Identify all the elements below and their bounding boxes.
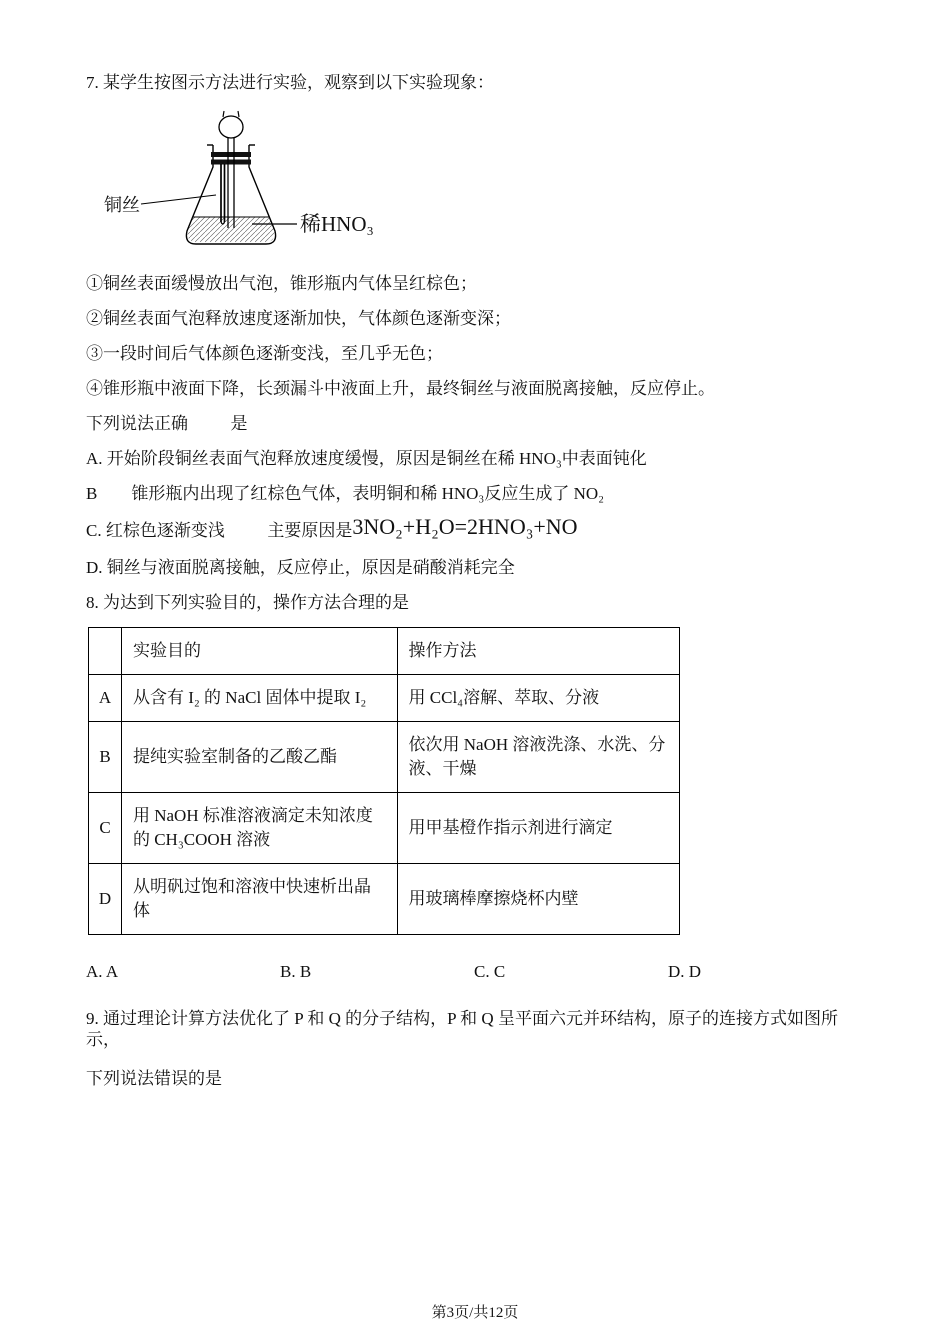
q8-row-a-letter: A: [89, 675, 122, 722]
copper-wire-label-line: [141, 195, 216, 204]
q9-stem-line1: 9. 通过理论计算方法优化了 P 和 Q 的分子结构，P 和 Q 呈平面六元并环结构，原子的连接方式如图所示，: [86, 1009, 838, 1049]
q8-answer-a: A. A: [86, 962, 119, 981]
dilute-acid-liquid: [188, 217, 275, 242]
q8-row-c-letter: C: [89, 793, 122, 864]
q7-option-a: A. 开始阶段铜丝表面气泡释放速度缓慢，原因是铜丝在稀 HNO₃中表面钝化: [86, 449, 647, 468]
page-footer: 第3页/共12页: [431, 1305, 519, 1321]
q7-apparatus-diagram: [100, 107, 390, 259]
q8-row-a-method: 用 CCl₄溶解、萃取、分液: [397, 675, 679, 722]
q8-header-purpose: 实验目的: [121, 628, 397, 675]
table-row: [89, 675, 680, 722]
rubber-stopper: [211, 152, 251, 165]
long-neck-funnel: [219, 111, 243, 228]
q8-answer-b: B. B: [280, 962, 312, 981]
q7-stem: 7. 某学生按图示方法进行实验，观察到以下实验现象：: [86, 73, 494, 92]
q7-observation-4: ④锥形瓶中液面下降，长颈漏斗中液面上升，最终铜丝与液面脱离接触，反应停止。: [86, 379, 715, 398]
dilute-hno3-label: 稀HNO₃: [300, 212, 374, 236]
q8-answer-d: D. D: [668, 962, 702, 981]
q7-option-c-text: C. 红棕色逐渐变浅 主要原因是: [86, 521, 353, 540]
q7-option-c: [86, 514, 866, 541]
q8-row-c-method: 用甲基橙作指示剂进行滴定: [397, 793, 679, 864]
apparatus-figure: [100, 107, 390, 259]
q7-option-c-formula: 3NO₂+H₂O=2HNO₃+NO: [352, 514, 578, 539]
copper-wire: [221, 164, 225, 224]
table-row: [89, 722, 680, 793]
q7-observation-1: ①铜丝表面缓慢放出气泡，锥形瓶内气体呈红棕色；: [86, 274, 477, 293]
q7-prompt: 下列说法正确 是: [86, 414, 248, 433]
q8-row-d-method: 用玻璃棒摩擦烧杯内壁: [397, 864, 679, 935]
q8-row-d-purpose: 从明矾过饱和溶液中快速析出晶体: [121, 864, 397, 935]
q8-row-c-purpose: 用 NaOH 标准溶液滴定未知浓度的 CH₃COOH 溶液: [121, 793, 397, 864]
q8-row-b-letter: B: [89, 722, 122, 793]
q8-row-a-purpose: 从含有 I₂ 的 NaCl 固体中提取 I₂: [121, 675, 397, 722]
table-row: [89, 793, 680, 864]
q8-table: [88, 627, 680, 935]
q7-option-d: D. 铜丝与液面脱离接触，反应停止，原因是硝酸消耗完全: [86, 558, 515, 577]
q9-block: [86, 1008, 866, 1089]
q7-option-b: B 锥形瓶内出现了红棕色气体，表明铜和稀 HNO₃反应生成了 NO₂: [86, 484, 605, 503]
q8-answer-options: [86, 961, 866, 982]
q8-answer-c: C. C: [474, 962, 506, 981]
q7-observation-2: ②铜丝表面气泡释放速度逐渐加快，气体颜色逐渐变深；: [86, 309, 511, 328]
table-row: [89, 864, 680, 935]
copper-wire-label: 铜丝: [104, 195, 140, 215]
q7-observation-3: ③一段时间后气体颜色逐渐变浅，至几乎无色；: [86, 344, 443, 363]
q8-table-header-row: [89, 628, 680, 675]
q8-row-b-purpose: 提纯实验室制备的乙酸乙酯: [121, 722, 397, 793]
q8-header-blank: [89, 628, 122, 675]
q8-row-b-method: 依次用 NaOH 溶液洗涤、水洗、分液、干燥: [397, 722, 679, 793]
q8-stem: 8. 为达到下列实验目的，操作方法合理的是: [86, 593, 409, 612]
q9-stem-line2: 下列说法错误的是: [86, 1069, 222, 1088]
q8-row-d-letter: D: [89, 864, 122, 935]
q8-header-method: 操作方法: [397, 628, 679, 675]
